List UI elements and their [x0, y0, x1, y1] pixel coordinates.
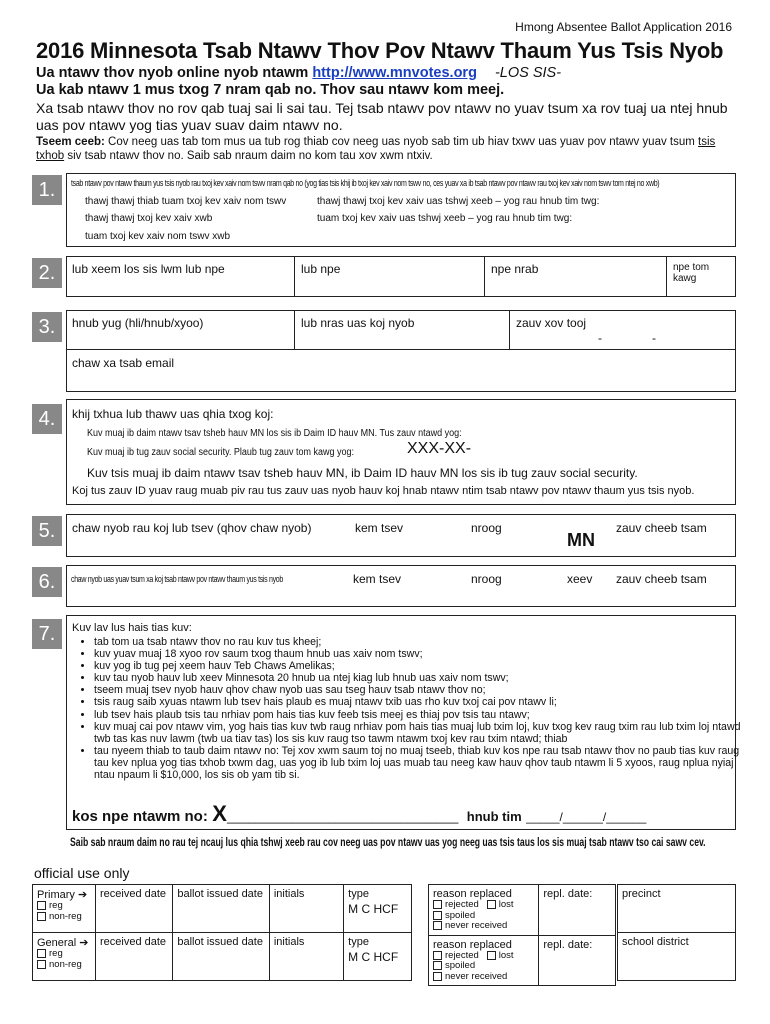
section-6-number: 6. — [32, 567, 62, 597]
type-cell[interactable] — [344, 933, 412, 981]
last-name-label: lub xeem los sis lwm lub npe — [72, 262, 225, 276]
residence-zip-label: zauv cheeb tsam — [616, 521, 707, 535]
signature-row[interactable] — [72, 801, 646, 827]
official-use-table-middle — [428, 884, 616, 986]
section-3-number: 3. — [32, 312, 62, 342]
oath-list — [72, 636, 744, 781]
oath-heading: Kuv lav lus hais tias kuv: — [72, 622, 192, 634]
note-underline: tsis txhob — [36, 136, 716, 162]
reason-cell[interactable] — [429, 885, 539, 936]
oath-item: • tseem muaj tsev nyob hauv qhov chaw nyob uas sau tseg hauv tsab ntawv thov no; — [94, 684, 744, 696]
initials-cell[interactable]: initials — [269, 933, 343, 981]
section-7-number: 7. — [32, 619, 62, 649]
nonreg-checkbox[interactable] — [37, 960, 46, 969]
initials-cell[interactable]: initials — [269, 885, 343, 933]
last-name-field[interactable] — [66, 257, 294, 296]
county-label: lub nras uas koj nyob — [301, 316, 415, 330]
official-use-table-right — [617, 884, 736, 981]
residence-address-label: chaw nyob rau koj lub tsev (qhov chaw nyob) — [72, 521, 312, 535]
form-id-label: Hmong Absentee Ballot Application 2016 — [515, 20, 732, 34]
replace-row-general — [429, 935, 616, 986]
oath-item: • kuv yog ib tug pej xeem hauv Teb Chaws Amelikas; — [94, 660, 744, 672]
first-name-label: lub npe — [301, 262, 341, 276]
lost-label: lost — [498, 899, 514, 911]
suffix-field[interactable] — [666, 257, 736, 296]
repl-date-cell[interactable]: repl. date: — [539, 935, 616, 986]
nonreg-label: non-reg — [49, 958, 82, 970]
mnvotes-link[interactable]: http://www.mnvotes.org — [312, 65, 477, 81]
never-received-label: never received — [445, 920, 508, 932]
type-label: type — [348, 936, 369, 948]
phone-label: zauv xov tooj — [516, 316, 587, 330]
complete-instruction: Ua kab ntawv 1 mus txog 7 nram qab no. Thov sau ntawv kom meej. — [36, 82, 505, 98]
section-7-box — [66, 615, 741, 830]
lost-checkbox[interactable] — [487, 900, 496, 909]
email-field[interactable] — [66, 349, 736, 392]
nonreg-checkbox[interactable] — [37, 912, 46, 921]
reg-label: reg — [49, 948, 63, 960]
online-text: Ua ntawv thov nyob online nyob ntawm — [36, 65, 309, 81]
id-match-note: Koj tus zauv ID yuav raug muab piv rau tus zauv uas nyob hauv koj hnab ntawv ntim tsab ntawv pov ntawv thaum yus tsis nyob. — [72, 485, 695, 497]
rejected-checkbox[interactable] — [433, 951, 442, 960]
note-label: Tseem ceeb: — [36, 136, 105, 148]
arrow-icon: ➔ — [79, 937, 89, 949]
section-2-box — [66, 256, 736, 297]
rejected-checkbox[interactable] — [433, 900, 442, 909]
signature-label: kos npe ntawm no: — [72, 808, 208, 825]
id-heading: khij txhua lub thawv uas qhia txog koj: — [72, 407, 274, 421]
note-text-1: Cov neeg uas tab tom mus ua tub rog thiab cov neeg uas nyob sab tim ub hiav txwv uas yuav pov ntawv yuav tsum — [104, 136, 699, 148]
residence-city-label: nroog — [471, 521, 502, 535]
lost-label: lost — [498, 949, 514, 961]
option-mn-license[interactable]: Kuv muaj ib daim ntawv tsav tsheb hauv MN los sis ib Daim ID hauv MN. Tus zauv ntawd yog: — [87, 428, 462, 439]
reason-cell[interactable] — [429, 935, 539, 986]
never-received-checkbox[interactable] — [433, 972, 442, 981]
spoiled-checkbox[interactable] — [433, 961, 442, 970]
section-2-number: 2. — [32, 258, 62, 288]
mailing-zip-label: zauv cheeb tsam — [616, 572, 707, 586]
rejected-label: rejected — [445, 899, 479, 911]
reg-label: reg — [49, 900, 63, 912]
rejected-label: rejected — [445, 949, 479, 961]
signature-x: X — [212, 801, 227, 826]
general-label: General — [37, 937, 77, 949]
option-primary-and-general[interactable]: thawj thawj thiab tuam txoj kev xaiv nom tswv — [85, 196, 287, 207]
section-5-number: 5. — [32, 516, 62, 546]
phone-dash-1: - — [598, 331, 602, 345]
never-received-checkbox[interactable] — [433, 921, 442, 930]
school-district-cell[interactable]: school district — [618, 933, 736, 981]
type-label: type — [348, 888, 369, 900]
birthdate-label: hnub yug (hli/hnub/xyoo) — [72, 316, 204, 330]
middle-name-label: npe nrab — [491, 262, 539, 276]
section-4-number: 4. — [32, 404, 62, 434]
oath-item: • tsis raug saib xyuas ntawm lub tsev hais plaub es muaj ntawv txib uas rho kuv txoj cai pov ntawv li; — [94, 696, 744, 708]
arrow-icon: ➔ — [77, 889, 88, 901]
official-use-title: official use only — [34, 865, 130, 881]
received-date-cell[interactable]: received date — [95, 933, 172, 981]
oath-item: • kuv tau nyob hauv lub xeev Minnesota 20 hnub ua ntej kiag lub hnub uas xaiv nom tswv; — [94, 672, 744, 684]
option-special-general[interactable]: tuam txoj kev xaiv uas tshwj xeeb – yog rau hnub tim twg: — [317, 213, 573, 224]
oath-item: • kuv yuav muaj 18 xyoo rov saum txog thaum hnub uas xaiv nom tswv; — [94, 648, 744, 660]
nonreg-label: non-reg — [49, 910, 82, 922]
oath-item: • tau nyeem thiab to taub daim ntawv no: Tej xov xwm saum toj no muaj tseeb, thiab kuv kos npe rau tsab ntawv thov no paub tias kuv raug tau kev nplua yog tias txhob txwm dag, uas yog ib lub txim loj uas muab tau neeg kaw hauv qhov taub ntawm li 5 xyoos, raug nplua nyiaj ntau npaum li $10,000, los sis ob yam tib si. — [94, 745, 744, 781]
residence-unit-label: kem tsev — [355, 521, 404, 535]
option-ssn[interactable]: Kuv muaj ib tug zauv social security. Plaub tug zauv tom kawg yog: — [87, 447, 354, 458]
date-label: hnub tim — [466, 809, 522, 824]
precinct-cell[interactable]: precinct — [618, 885, 736, 933]
date-line[interactable]: _____/______/______ — [526, 810, 647, 824]
official-row-primary — [33, 885, 412, 933]
mailing-state-label: xeev — [567, 572, 593, 586]
mailing-city-label: nroog — [471, 572, 502, 586]
phone-dash-2: - — [652, 331, 656, 345]
section-1-number: 1. — [32, 175, 62, 205]
oath-item: • tab tom ua tsab ntawv thov no rau kuv tus kheej; — [94, 636, 744, 648]
type-cell[interactable] — [344, 885, 412, 933]
ssn-prefix: XXX-XX- — [407, 440, 472, 457]
intro-paragraph: Xa tsab ntawv thov no rov qab tuaj sai li sai tau. Tej tsab ntawv pov ntawv no yuav tsum xa rov tuaj ua ntej hnub uas pov ntawv yog tias yuav suav daim ntawv no. — [36, 100, 728, 133]
option-primary-only[interactable]: thawj thawj txoj kev xaiv xwb — [85, 213, 213, 224]
reason-label: reason replaced — [433, 888, 512, 900]
reg-checkbox[interactable] — [37, 949, 46, 958]
issued-date-cell[interactable]: ballot issued date — [173, 885, 269, 933]
residence-state-value: MN — [567, 530, 595, 550]
middle-name-field[interactable] — [484, 257, 666, 296]
section-3-box — [66, 310, 736, 350]
spoiled-label: spoiled — [445, 909, 476, 921]
residence-address-box[interactable] — [66, 514, 736, 557]
official-row-general — [33, 933, 412, 981]
option-special-primary[interactable]: thawj thawj txoj kev xaiv uas tshwj xeeb – yog rau hnub tim twg: — [317, 196, 600, 207]
reg-checkbox[interactable] — [37, 901, 46, 910]
birthdate-field[interactable] — [66, 311, 294, 349]
issued-date-cell[interactable]: ballot issued date — [173, 933, 269, 981]
oath-item: • kuv muaj cai pov ntawv vim, yog hais tias kuv twb raug nrhiav pom hais tias muaj lub txim loj, kuv txog kev raug txim rau lub txim loj ntawd twb tas kas nuv lawm (twb ua tiav tas) los sis kuv raug tso tawm ntawm txoj kev rau txim ntawd; thiab — [94, 721, 744, 745]
suffix-label: npe tom kawg — [673, 262, 710, 284]
repl-date-cell[interactable]: repl. date: — [539, 885, 616, 936]
mailing-address-box[interactable] — [66, 565, 736, 607]
received-date-cell[interactable]: received date — [95, 885, 172, 933]
phone-field[interactable] — [509, 311, 736, 349]
mailing-address-label: chaw nyob uas yuav tsum xa koj tsab ntawv pov ntawv thaum yus tsis nyob — [71, 574, 283, 584]
first-name-field[interactable] — [294, 257, 484, 296]
section-1-box — [66, 173, 736, 247]
signature-line[interactable]: ________________________________ — [226, 809, 459, 824]
replace-row-primary — [429, 885, 616, 936]
type-options: M C HCF — [348, 950, 399, 964]
email-label: chaw xa tsab email — [72, 356, 175, 370]
election-choice-intro: tsab ntawv pov ntawv thaum yus tsis nyob rau txoj kev xaiv nom tswv nram qab no (yog tias tsis khij ib txoj kev xaiv nom tswv no, ces yuav xa ib tsab ntawv pov ntawv rau txoj kev xaiv nom tswv tom ntej no xwb) — [71, 178, 660, 188]
footer-note: Saib sab nraum daim no rau tej ncauj lus qhia tshwj xeeb rau cov neeg uas pov ntawv uas yog neeg uas tsis taus los sis muaj tsab ntawv tso cai sawv cev. — [70, 835, 706, 849]
page-title: 2016 Minnesota Tsab Ntawv Thov Pov Ntawv Thaum Yus Tsis Nyob — [36, 38, 724, 63]
spoiled-checkbox[interactable] — [433, 911, 442, 920]
important-note — [36, 135, 736, 163]
online-instruction — [36, 65, 561, 81]
spoiled-label: spoiled — [445, 960, 476, 972]
section-4-box — [66, 399, 736, 505]
primary-label: Primary — [37, 889, 75, 901]
mailing-unit-label: kem tsev — [353, 572, 402, 586]
lost-checkbox[interactable] — [487, 951, 496, 960]
type-options: M C HCF — [348, 902, 399, 916]
reason-label: reason replaced — [433, 938, 512, 951]
option-no-id[interactable]: Kuv tsis muaj ib daim ntawv tsav tsheb hauv MN, ib Daim ID hauv MN los sis ib tug zauv social security. — [87, 466, 638, 480]
oath-item: • lub tsev hais plaub tsis tau nrhiav pom hais tias kuv feeb tsis meej es thiaj pov tsis tau ntawv; — [94, 709, 744, 721]
county-field[interactable] — [294, 311, 509, 349]
official-use-table-left — [32, 884, 412, 981]
never-received-label: never received — [445, 970, 508, 982]
note-text-2: siv tsab ntawv thov no. Saib sab nraum daim no kom tau xov xwm ntxiv. — [64, 150, 433, 162]
or-label: -LOS SIS- — [494, 65, 562, 81]
option-general-only[interactable]: tuam txoj kev xaiv nom tswv xwb — [85, 231, 231, 242]
